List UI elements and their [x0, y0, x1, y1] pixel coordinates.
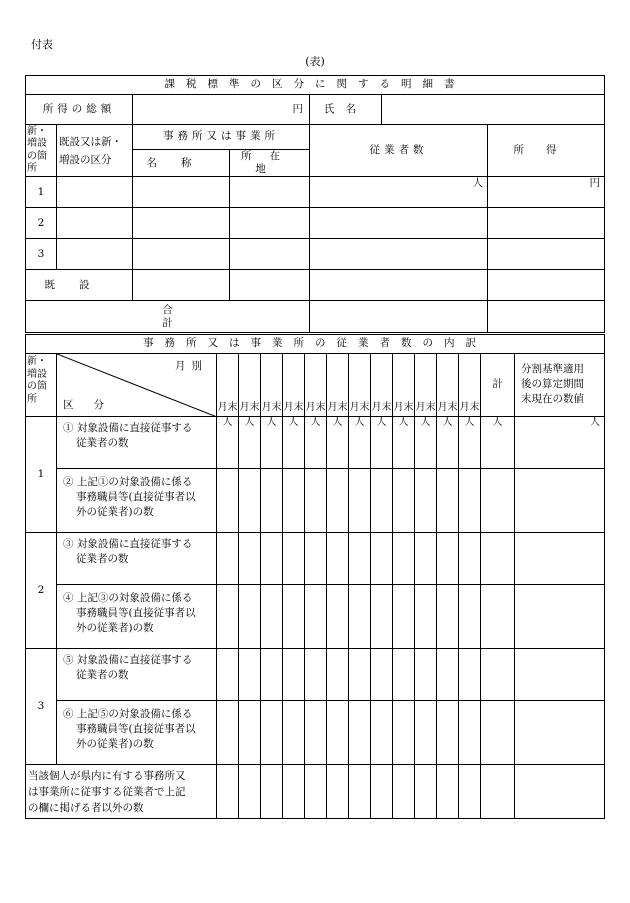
direct-employees-label — [57, 417, 217, 469]
month-end-header: 月末 — [305, 354, 327, 417]
month-value-cell[interactable] — [327, 417, 349, 469]
tax-base-statement-table — [25, 75, 605, 333]
office-name-cell[interactable] — [133, 270, 230, 301]
month-value-cell[interactable] — [261, 585, 283, 649]
month-value-cell[interactable] — [217, 533, 239, 585]
statement-title: 課税標準の区分に関する明細書 — [26, 76, 605, 95]
month-value-cell[interactable] — [459, 533, 481, 585]
month-end-header: 月末 — [437, 354, 459, 417]
total-value-cell[interactable] — [481, 469, 515, 533]
month-value-cell[interactable] — [371, 701, 393, 765]
month-value-cell[interactable] — [327, 469, 349, 533]
person-unit: 人 — [464, 417, 475, 428]
month-value-cell[interactable] — [327, 533, 349, 585]
month-value-cell[interactable] — [261, 765, 283, 819]
category-cell[interactable] — [57, 177, 133, 208]
total-income-field[interactable] — [133, 95, 310, 125]
month-value-cell[interactable] — [305, 765, 327, 819]
office-location-cell[interactable] — [230, 270, 310, 301]
new-site-header-line: 新・ — [27, 356, 47, 367]
month-end-header: 月末 — [261, 354, 283, 417]
employees-total-cell[interactable] — [310, 301, 488, 333]
new-site-header — [26, 354, 57, 417]
desc-line: 外の従業者)の数 — [76, 622, 154, 634]
desc-line: 従業者の数 — [76, 669, 129, 681]
month-value-cell[interactable] — [459, 649, 481, 701]
person-unit: 人 — [244, 417, 255, 428]
month-value-cell[interactable] — [327, 585, 349, 649]
month-value-cell[interactable] — [239, 585, 261, 649]
month-value-cell[interactable] — [393, 533, 415, 585]
breakdown-title: 事務所又は事業所の従業者数の内訳 — [26, 335, 605, 354]
person-unit: 人 — [590, 417, 600, 428]
new-site-header-line: 所 — [27, 393, 37, 405]
month-value-cell[interactable] — [415, 469, 437, 533]
category-header-line: 既設又は新・ — [59, 135, 122, 148]
month-value-cell[interactable] — [327, 649, 349, 701]
month-value-cell[interactable] — [305, 417, 327, 469]
month-value-cell[interactable] — [283, 701, 305, 765]
office-name-cell[interactable] — [133, 208, 230, 239]
office-location-cell[interactable] — [230, 177, 310, 208]
row-number: 3 — [26, 239, 57, 270]
month-value-cell[interactable] — [261, 649, 283, 701]
final-header-line: 末現在の数値 — [521, 393, 584, 405]
month-value-cell[interactable] — [327, 765, 349, 819]
month-value-cell[interactable] — [371, 765, 393, 819]
month-value-cell[interactable] — [261, 533, 283, 585]
other-line: は事業所に従事する従業者で上記 — [28, 786, 186, 798]
income-cell[interactable] — [488, 239, 605, 270]
month-value-cell[interactable] — [217, 701, 239, 765]
month-value-cell[interactable] — [393, 417, 415, 469]
income-cell[interactable] — [488, 177, 605, 208]
group-number: 2 — [26, 533, 57, 649]
new-site-header-line: 新・ — [27, 125, 47, 137]
income-total-cell[interactable] — [488, 301, 605, 333]
office-location-header: 所在地 — [230, 150, 310, 177]
month-value-cell[interactable] — [261, 469, 283, 533]
other-employees-label — [26, 765, 217, 819]
month-value-cell[interactable] — [459, 701, 481, 765]
month-value-cell[interactable] — [437, 469, 459, 533]
month-value-cell[interactable] — [459, 765, 481, 819]
month-value-cell[interactable] — [217, 469, 239, 533]
group-number: 1 — [26, 417, 57, 533]
month-end-header: 月末 — [283, 354, 305, 417]
final-value-cell[interactable] — [515, 765, 605, 819]
new-site-header-line: の箇 — [27, 381, 47, 392]
month-value-cell[interactable] — [415, 765, 437, 819]
clerical-employees-label — [57, 585, 217, 649]
month-end-header: 月末 — [217, 354, 239, 417]
clerical-employees-label — [57, 469, 217, 533]
month-value-cell[interactable] — [349, 701, 371, 765]
month-value-cell[interactable] — [437, 533, 459, 585]
employees-cell[interactable] — [310, 177, 488, 208]
month-value-cell[interactable] — [415, 701, 437, 765]
month-value-cell[interactable] — [415, 533, 437, 585]
person-unit: 人 — [266, 417, 277, 428]
yen-unit: 円 — [589, 177, 601, 190]
desc-line: ③ 対象設備に直接従事する — [63, 538, 193, 550]
month-value-cell[interactable] — [305, 533, 327, 585]
office-name-cell[interactable] — [133, 177, 230, 208]
income-header: 所得 — [488, 125, 605, 177]
month-value-cell[interactable] — [349, 649, 371, 701]
month-value-cell[interactable] — [371, 533, 393, 585]
category-header — [57, 125, 133, 177]
month-value-cell[interactable] — [217, 765, 239, 819]
person-unit: 人 — [420, 417, 431, 428]
income-cell[interactable] — [488, 270, 605, 301]
person-unit: 人 — [398, 417, 409, 428]
desc-line: ⑤ 対象設備に直接従事する — [63, 654, 193, 666]
total-value-cell[interactable] — [481, 585, 515, 649]
month-value-cell[interactable] — [415, 417, 437, 469]
month-value-cell[interactable] — [217, 417, 239, 469]
name-label: 氏名 — [310, 95, 382, 125]
total-value-cell[interactable] — [481, 649, 515, 701]
side-label: (表) — [305, 55, 325, 68]
office-name-header: 名称 — [133, 150, 230, 177]
month-value-cell[interactable] — [239, 765, 261, 819]
total-value-cell[interactable] — [481, 701, 515, 765]
final-value-cell[interactable] — [515, 649, 605, 701]
employees-cell[interactable] — [310, 239, 488, 270]
employees-header: 従業者数 — [310, 125, 488, 177]
final-value-cell[interactable] — [515, 701, 605, 765]
clerical-employees-label — [57, 701, 217, 765]
desc-line: 従業者の数 — [76, 553, 129, 565]
desc-line: ① 対象設備に直接従事する — [63, 422, 193, 434]
person-unit: 人 — [288, 417, 299, 428]
month-value-cell[interactable] — [283, 765, 305, 819]
month-value-cell[interactable] — [305, 585, 327, 649]
month-value-cell[interactable] — [305, 649, 327, 701]
month-value-cell[interactable] — [305, 701, 327, 765]
new-site-header-line: 増設 — [27, 368, 47, 380]
month-value-cell[interactable] — [261, 417, 283, 469]
category-cell[interactable] — [57, 239, 133, 270]
direct-employees-label — [57, 649, 217, 701]
name-field[interactable] — [382, 95, 605, 125]
final-value-cell[interactable] — [515, 417, 605, 469]
month-end-header: 月末 — [239, 354, 261, 417]
person-unit: 人 — [376, 417, 387, 428]
employees-cell[interactable] — [310, 208, 488, 239]
month-value-cell[interactable] — [459, 469, 481, 533]
month-value-cell[interactable] — [349, 765, 371, 819]
month-value-cell[interactable] — [459, 417, 481, 469]
month-value-cell[interactable] — [349, 417, 371, 469]
new-site-header-line: 増設 — [27, 138, 47, 150]
final-value-cell[interactable] — [515, 533, 605, 585]
month-value-cell[interactable] — [239, 701, 261, 765]
month-end-header: 月末 — [459, 354, 481, 417]
month-value-cell[interactable] — [437, 701, 459, 765]
desc-line: 外の従業者)の数 — [76, 738, 154, 750]
income-cell[interactable] — [488, 208, 605, 239]
person-unit: 人 — [354, 417, 365, 428]
month-value-cell[interactable] — [437, 417, 459, 469]
desc-line: 従業者の数 — [76, 437, 129, 449]
category-cell[interactable] — [57, 208, 133, 239]
month-value-cell[interactable] — [415, 585, 437, 649]
month-value-cell[interactable] — [217, 649, 239, 701]
attachment-label: 付表 — [31, 38, 53, 51]
total-value-cell[interactable] — [481, 765, 515, 819]
month-value-cell[interactable] — [371, 469, 393, 533]
month-label: 月別 — [175, 360, 208, 372]
month-value-cell[interactable] — [393, 701, 415, 765]
month-value-cell[interactable] — [239, 417, 261, 469]
month-value-cell[interactable] — [349, 533, 371, 585]
employee-breakdown-table — [25, 334, 605, 819]
month-value-cell[interactable] — [371, 585, 393, 649]
employees-cell[interactable] — [310, 270, 488, 301]
month-value-cell[interactable] — [371, 417, 393, 469]
month-end-header: 月末 — [371, 354, 393, 417]
month-value-cell[interactable] — [217, 585, 239, 649]
office-location-cell[interactable] — [230, 239, 310, 270]
row-number: 2 — [26, 208, 57, 239]
direct-employees-label — [57, 533, 217, 585]
yen-unit: 円 — [292, 102, 303, 115]
office-name-cell[interactable] — [133, 239, 230, 270]
desc-line: ② 上記①の対象設備に係る — [63, 476, 193, 488]
month-value-cell[interactable] — [283, 417, 305, 469]
total-income-label: 所得の総額 — [26, 95, 133, 125]
total-header: 計 — [481, 354, 515, 417]
existing-label: 既設 — [26, 270, 133, 301]
month-value-cell[interactable] — [393, 469, 415, 533]
final-header-line: 分割基準適用 — [521, 363, 584, 375]
month-value-cell[interactable] — [283, 585, 305, 649]
month-category-header — [57, 354, 217, 417]
month-value-cell[interactable] — [283, 469, 305, 533]
month-value-cell[interactable] — [393, 765, 415, 819]
row-number: 1 — [26, 177, 57, 208]
office-header: 事務所又は事業所 — [133, 125, 310, 150]
other-line: 当該個人が県内に有する事務所又 — [28, 770, 186, 782]
month-end-header: 月末 — [415, 354, 437, 417]
person-unit: 人 — [332, 417, 343, 428]
month-value-cell[interactable] — [305, 469, 327, 533]
person-unit: 人 — [442, 417, 453, 428]
month-value-cell[interactable] — [239, 469, 261, 533]
month-end-header: 月末 — [349, 354, 371, 417]
month-value-cell[interactable] — [437, 765, 459, 819]
person-unit: 人 — [222, 417, 233, 428]
final-value-cell[interactable] — [515, 469, 605, 533]
month-value-cell[interactable] — [349, 469, 371, 533]
month-value-cell[interactable] — [415, 649, 437, 701]
month-value-cell[interactable] — [459, 585, 481, 649]
month-value-cell[interactable] — [393, 649, 415, 701]
final-value-header — [515, 354, 605, 417]
month-value-cell[interactable] — [283, 649, 305, 701]
total-value-cell[interactable] — [481, 533, 515, 585]
person-unit: 人 — [492, 417, 503, 428]
month-end-header: 月末 — [393, 354, 415, 417]
total-value-cell[interactable] — [481, 417, 515, 469]
final-value-cell[interactable] — [515, 585, 605, 649]
new-site-header-line: の箇 — [27, 150, 47, 162]
month-value-cell[interactable] — [349, 585, 371, 649]
person-unit: 人 — [310, 417, 321, 428]
office-location-cell[interactable] — [230, 208, 310, 239]
month-value-cell[interactable] — [437, 649, 459, 701]
month-value-cell[interactable] — [239, 649, 261, 701]
total-label: 合計 — [26, 301, 310, 333]
month-value-cell[interactable] — [261, 701, 283, 765]
month-value-cell[interactable] — [371, 649, 393, 701]
desc-line: 事務職員等(直接従事者以 — [76, 607, 196, 619]
month-value-cell[interactable] — [239, 533, 261, 585]
desc-line: ④ 上記③の対象設備に係る — [63, 592, 193, 604]
new-site-header — [26, 125, 57, 177]
person-unit: 人 — [472, 177, 483, 190]
final-header-line: 後の算定期間 — [521, 378, 584, 390]
month-end-header: 月末 — [327, 354, 349, 417]
category-header-line: 増設の区分 — [59, 153, 112, 166]
group-number: 3 — [26, 649, 57, 765]
new-site-header-line: 所 — [27, 163, 37, 175]
desc-line: 事務職員等(直接従事者以 — [76, 723, 196, 735]
month-value-cell[interactable] — [327, 701, 349, 765]
month-value-cell[interactable] — [283, 533, 305, 585]
month-value-cell[interactable] — [393, 585, 415, 649]
desc-line: ⑥ 上記⑤の対象設備に係る — [63, 708, 193, 720]
category-label: 区分 — [63, 398, 124, 411]
other-line: の欄に掲げる者以外の数 — [28, 802, 144, 814]
desc-line: 事務職員等(直接従事者以 — [76, 491, 196, 503]
desc-line: 外の従業者)の数 — [76, 506, 154, 518]
month-value-cell[interactable] — [437, 585, 459, 649]
